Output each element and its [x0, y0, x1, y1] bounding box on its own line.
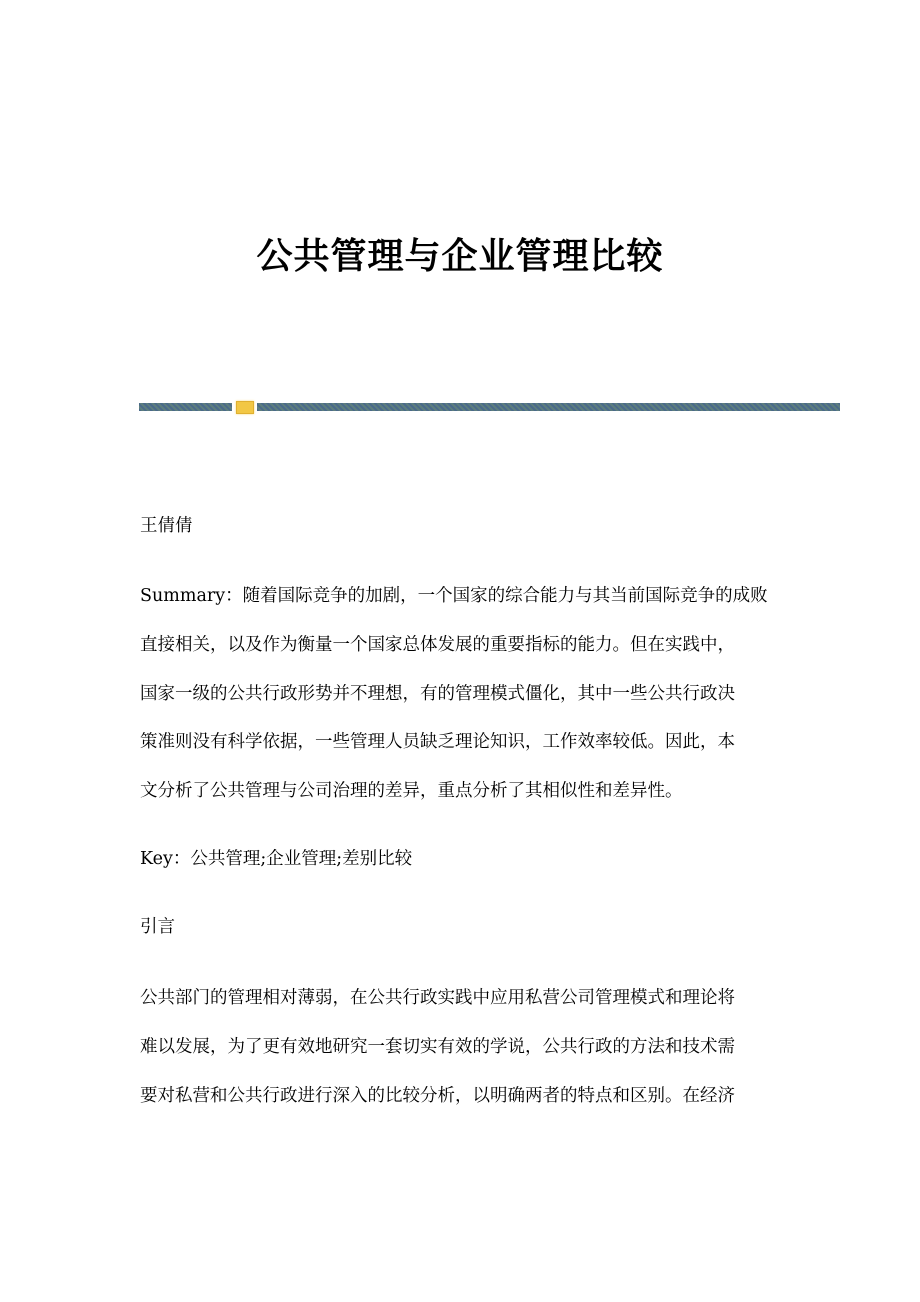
intro-line: 要对私营和公共行政进行深入的比较分析，以明确两者的特点和区别。在经济 [140, 1086, 735, 1106]
document-title: 公共管理与企业管理比较 [256, 236, 664, 277]
decorative-divider-left [139, 403, 232, 411]
summary-line: 直接相关，以及作为衡量一个国家总体发展的重要指标的能力。但在实践中， [140, 635, 735, 655]
summary-line: 国家一级的公共行政形势并不理想，有的管理模式僵化，其中一些公共行政决 [140, 684, 735, 704]
summary-line: 文分析了公共管理与公司治理的差异，重点分析了其相似性和差异性。 [140, 781, 683, 801]
summary-line: 策准则没有科学依据，一些管理人员缺乏理论知识，工作效率较低。因此，本 [140, 732, 735, 752]
decorative-divider-right [257, 403, 840, 411]
divider-emblem-icon [236, 401, 254, 414]
section-heading: 引言 [140, 917, 175, 937]
summary-line: Summary：随着国际竞争的加剧，一个国家的综合能力与其当前国际竞争的成败 [140, 586, 768, 606]
author-name: 王倩倩 [140, 516, 193, 536]
keywords: Key：公共管理;企业管理;差别比较 [140, 849, 413, 869]
intro-line: 公共部门的管理相对薄弱，在公共行政实践中应用私营公司管理模式和理论将 [140, 988, 735, 1008]
intro-line: 难以发展，为了更有效地研究一套切实有效的学说，公共行政的方法和技术需 [140, 1037, 735, 1057]
